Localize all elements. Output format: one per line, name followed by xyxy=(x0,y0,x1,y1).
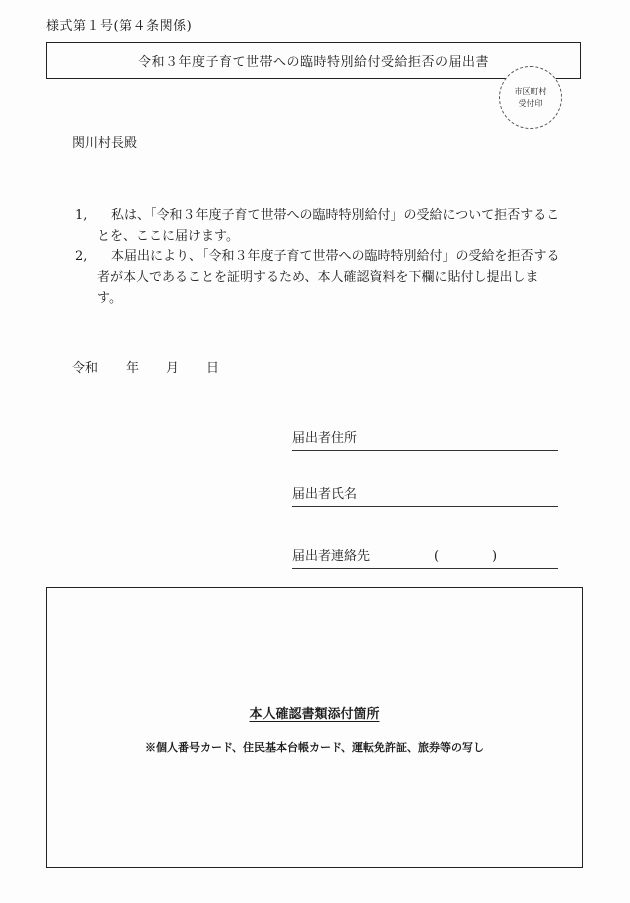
paren-close: ) xyxy=(492,549,498,564)
item-number: 2, xyxy=(75,249,88,264)
name-label: 届出者氏名 xyxy=(292,487,358,502)
item-text: 私は、「令和３年度子育て世帯への臨時特別給付」の受給について拒否することを、ここに届けます。 xyxy=(97,208,560,244)
attachment-note: ※個人番号カード、住民基本台帳カード、運転免許証、旅券等の写し xyxy=(144,741,485,754)
date-day: 日 xyxy=(206,361,220,376)
document-title: 令和３年度子育て世帯への臨時特別給付受給拒否の届出書 xyxy=(137,55,489,70)
list-item xyxy=(75,205,565,249)
form-number: 様式第１号(第４条関係) xyxy=(46,19,193,34)
contact-label: 届出者連絡先 xyxy=(292,549,371,564)
date-line xyxy=(72,357,219,376)
name-field[interactable] xyxy=(292,484,558,507)
date-year: 年 xyxy=(126,361,140,376)
contact-field[interactable] xyxy=(292,546,558,569)
stamp-line-1: 市区町村 xyxy=(514,86,547,96)
list-item xyxy=(75,246,565,310)
date-month: 月 xyxy=(166,361,180,376)
item-number: 1, xyxy=(75,208,88,223)
title-box xyxy=(46,42,581,79)
paren-open: ( xyxy=(434,549,440,564)
address-label: 届出者住所 xyxy=(292,431,358,446)
attachment-title-text: 本人確認書類添付箇所 xyxy=(249,707,380,722)
item-text: 本届出により、「令和３年度子育て世帯への臨時特別給付」の受給を拒否する者が本人であることを証明するため、本人確認資料を下欄に貼付し提出します。 xyxy=(97,249,560,306)
reception-stamp-circle xyxy=(499,66,562,129)
address-field[interactable] xyxy=(292,428,558,451)
attachment-area xyxy=(46,587,583,868)
stamp-line-2: 受付印 xyxy=(518,98,543,108)
date-era: 令和 xyxy=(72,361,99,376)
addressee: 関川村長殿 xyxy=(72,136,138,151)
attachment-title xyxy=(47,703,582,722)
